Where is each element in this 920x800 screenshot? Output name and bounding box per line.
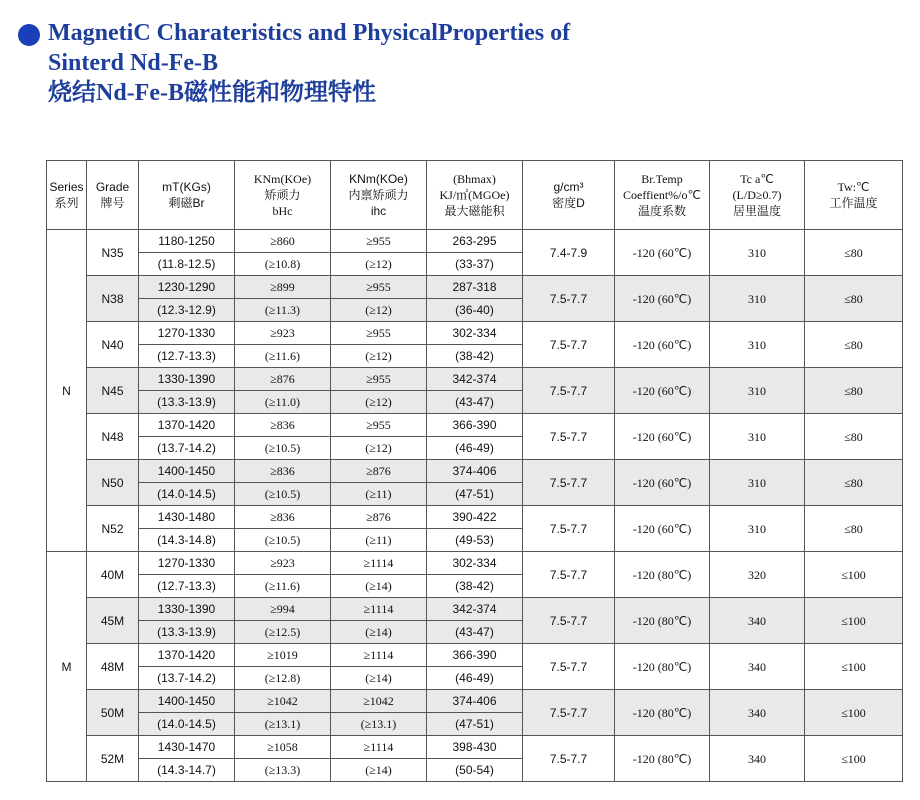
grade-cell: 45M — [87, 598, 139, 644]
br-cell: (13.7-14.2) — [139, 667, 235, 690]
ihc-cell: (≥12) — [331, 437, 427, 460]
title-block — [18, 18, 570, 108]
bhmax-cell: (46-49) — [427, 437, 523, 460]
ihc-cell: (≥11) — [331, 529, 427, 552]
br-cell: 1270-1330 — [139, 322, 235, 345]
curie-temp-cell: 310 — [710, 322, 805, 368]
table-row — [47, 690, 903, 713]
header-curie-temp: Tc a℃ (L/D≥0.7) 居里温度 — [710, 161, 805, 230]
br-cell: (14.3-14.8) — [139, 529, 235, 552]
bhmax-cell: 374-406 — [427, 690, 523, 713]
header-series: Series 系列 — [47, 161, 87, 230]
ihc-cell: (≥12) — [331, 299, 427, 322]
grade-cell: N52 — [87, 506, 139, 552]
bhmax-cell: (50-54) — [427, 759, 523, 782]
header-row — [47, 161, 903, 230]
title-line-3: 烧结Nd-Fe-B磁性能和物理特性 — [48, 80, 376, 106]
curie-temp-cell: 340 — [710, 644, 805, 690]
ihc-cell: (≥12) — [331, 345, 427, 368]
br-cell: 1180-1250 — [139, 230, 235, 253]
bhc-cell: ≥923 — [235, 322, 331, 345]
grade-cell: N35 — [87, 230, 139, 276]
bhc-cell: ≥994 — [235, 598, 331, 621]
grade-cell: N38 — [87, 276, 139, 322]
density-cell: 7.5-7.7 — [523, 598, 615, 644]
temp-coef-cell: -120 (80℃) — [615, 598, 710, 644]
ihc-cell: ≥1114 — [331, 552, 427, 575]
grade-cell: 48M — [87, 644, 139, 690]
table-row — [47, 460, 903, 483]
br-cell: (13.3-13.9) — [139, 621, 235, 644]
bhc-cell: (≥11.6) — [235, 575, 331, 598]
ihc-cell: ≥955 — [331, 276, 427, 299]
table-row — [47, 276, 903, 299]
temp-coef-cell: -120 (80℃) — [615, 690, 710, 736]
bhmax-cell: (38-42) — [427, 345, 523, 368]
header-br: mT(KGs) 剩磁Br — [139, 161, 235, 230]
table-row — [47, 736, 903, 759]
header-work-temp: Tw:℃ 工作温度 — [805, 161, 903, 230]
bhmax-cell: 302-334 — [427, 552, 523, 575]
bhmax-cell: (43-47) — [427, 621, 523, 644]
curie-temp-cell: 310 — [710, 460, 805, 506]
br-cell: (14.0-14.5) — [139, 713, 235, 736]
bhc-cell: ≥836 — [235, 506, 331, 529]
bhmax-cell: (47-51) — [427, 713, 523, 736]
ihc-cell: ≥1114 — [331, 736, 427, 759]
table-row — [47, 552, 903, 575]
ihc-cell: ≥955 — [331, 368, 427, 391]
density-cell: 7.5-7.7 — [523, 690, 615, 736]
br-cell: 1430-1480 — [139, 506, 235, 529]
work-temp-cell: ≤100 — [805, 644, 903, 690]
bhmax-cell: (47-51) — [427, 483, 523, 506]
work-temp-cell: ≤80 — [805, 506, 903, 552]
bhmax-cell: 390-422 — [427, 506, 523, 529]
br-cell: (12.7-13.3) — [139, 575, 235, 598]
bhmax-cell: 342-374 — [427, 368, 523, 391]
bhmax-cell: 398-430 — [427, 736, 523, 759]
density-cell: 7.5-7.7 — [523, 644, 615, 690]
table-row — [47, 598, 903, 621]
density-cell: 7.4-7.9 — [523, 230, 615, 276]
ihc-cell: (≥14) — [331, 621, 427, 644]
series-cell: N — [47, 230, 87, 552]
ihc-cell: (≥12) — [331, 253, 427, 276]
temp-coef-cell: -120 (80℃) — [615, 644, 710, 690]
bhmax-cell: 366-390 — [427, 414, 523, 437]
bhc-cell: ≥1058 — [235, 736, 331, 759]
header-grade: Grade 牌号 — [87, 161, 139, 230]
header-ihc: KNm(KOe) 内禀矫顽力 ihc — [331, 161, 427, 230]
temp-coef-cell: -120 (60℃) — [615, 414, 710, 460]
ihc-cell: ≥876 — [331, 460, 427, 483]
work-temp-cell: ≤80 — [805, 414, 903, 460]
density-cell: 7.5-7.7 — [523, 736, 615, 782]
bhc-cell: ≥836 — [235, 460, 331, 483]
grade-cell: N45 — [87, 368, 139, 414]
br-cell: (13.3-13.9) — [139, 391, 235, 414]
bhc-cell: ≥923 — [235, 552, 331, 575]
bhc-cell: (≥11.3) — [235, 299, 331, 322]
temp-coef-cell: -120 (80℃) — [615, 552, 710, 598]
curie-temp-cell: 310 — [710, 414, 805, 460]
ihc-cell: ≥955 — [331, 230, 427, 253]
table-row — [47, 368, 903, 391]
bhmax-cell: 342-374 — [427, 598, 523, 621]
br-cell: 1400-1450 — [139, 690, 235, 713]
br-cell: (14.3-14.7) — [139, 759, 235, 782]
bhc-cell: (≥13.1) — [235, 713, 331, 736]
bhmax-cell: 366-390 — [427, 644, 523, 667]
bhmax-cell: 263-295 — [427, 230, 523, 253]
ihc-cell: (≥14) — [331, 575, 427, 598]
bhc-cell: (≥10.5) — [235, 529, 331, 552]
table-row — [47, 230, 903, 253]
table-row — [47, 506, 903, 529]
bhmax-cell: (46-49) — [427, 667, 523, 690]
bhmax-cell: 302-334 — [427, 322, 523, 345]
header-temp-coef: Br.Temp Coeffient%/o℃ 温度系数 — [615, 161, 710, 230]
curie-temp-cell: 310 — [710, 368, 805, 414]
header-bhc: KNm(KOe) 矫顽力 bHc — [235, 161, 331, 230]
ihc-cell: ≥955 — [331, 414, 427, 437]
bhc-cell: (≥10.5) — [235, 483, 331, 506]
title-line-1: MagnetiC Charateristics and PhysicalProperties of — [48, 20, 571, 46]
ihc-cell: (≥13.1) — [331, 713, 427, 736]
bhmax-cell: 374-406 — [427, 460, 523, 483]
ihc-cell: ≥1114 — [331, 644, 427, 667]
bhc-cell: ≥876 — [235, 368, 331, 391]
temp-coef-cell: -120 (60℃) — [615, 506, 710, 552]
header-bhmax: (Bhmax) KJ/㎡(MGOe) 最大磁能积 — [427, 161, 523, 230]
table-row — [47, 322, 903, 345]
grade-cell: N48 — [87, 414, 139, 460]
work-temp-cell: ≤80 — [805, 368, 903, 414]
curie-temp-cell: 340 — [710, 736, 805, 782]
ihc-cell: (≥14) — [331, 667, 427, 690]
density-cell: 7.5-7.7 — [523, 368, 615, 414]
table-row — [47, 414, 903, 437]
curie-temp-cell: 310 — [710, 276, 805, 322]
br-cell: 1400-1450 — [139, 460, 235, 483]
bhmax-cell: (49-53) — [427, 529, 523, 552]
grade-cell: 52M — [87, 736, 139, 782]
bhc-cell: ≥836 — [235, 414, 331, 437]
br-cell: 1330-1390 — [139, 598, 235, 621]
temp-coef-cell: -120 (60℃) — [615, 230, 710, 276]
bhmax-cell: (33-37) — [427, 253, 523, 276]
bhc-cell: ≥899 — [235, 276, 331, 299]
density-cell: 7.5-7.7 — [523, 414, 615, 460]
ihc-cell: ≥1114 — [331, 598, 427, 621]
bhc-cell: (≥10.8) — [235, 253, 331, 276]
bhc-cell: ≥1042 — [235, 690, 331, 713]
br-cell: 1430-1470 — [139, 736, 235, 759]
series-cell: M — [47, 552, 87, 782]
br-cell: 1270-1330 — [139, 552, 235, 575]
density-cell: 7.5-7.7 — [523, 552, 615, 598]
bhc-cell: ≥1019 — [235, 644, 331, 667]
header-density: g/cm³ 密度D — [523, 161, 615, 230]
grade-cell: N50 — [87, 460, 139, 506]
bhc-cell: (≥11.6) — [235, 345, 331, 368]
properties-table — [46, 160, 903, 782]
bhc-cell: (≥10.5) — [235, 437, 331, 460]
work-temp-cell: ≤100 — [805, 552, 903, 598]
ihc-cell: ≥955 — [331, 322, 427, 345]
work-temp-cell: ≤100 — [805, 736, 903, 782]
ihc-cell: (≥14) — [331, 759, 427, 782]
temp-coef-cell: -120 (60℃) — [615, 368, 710, 414]
work-temp-cell: ≤80 — [805, 276, 903, 322]
bhc-cell: (≥13.3) — [235, 759, 331, 782]
ihc-cell: ≥1042 — [331, 690, 427, 713]
temp-coef-cell: -120 (60℃) — [615, 322, 710, 368]
curie-temp-cell: 340 — [710, 690, 805, 736]
curie-temp-cell: 320 — [710, 552, 805, 598]
bhmax-cell: (38-42) — [427, 575, 523, 598]
curie-temp-cell: 310 — [710, 506, 805, 552]
bhmax-cell: 287-318 — [427, 276, 523, 299]
ihc-cell: (≥11) — [331, 483, 427, 506]
density-cell: 7.5-7.7 — [523, 322, 615, 368]
bhmax-cell: (36-40) — [427, 299, 523, 322]
ihc-cell: ≥876 — [331, 506, 427, 529]
bhmax-cell: (43-47) — [427, 391, 523, 414]
title-line-2: Sinterd Nd-Fe-B — [48, 50, 218, 76]
bhc-cell: ≥860 — [235, 230, 331, 253]
br-cell: 1230-1290 — [139, 276, 235, 299]
br-cell: 1330-1390 — [139, 368, 235, 391]
ihc-cell: (≥12) — [331, 391, 427, 414]
table-row — [47, 644, 903, 667]
br-cell: (13.7-14.2) — [139, 437, 235, 460]
temp-coef-cell: -120 (60℃) — [615, 460, 710, 506]
grade-cell: 40M — [87, 552, 139, 598]
bullet-icon — [18, 24, 40, 46]
br-cell: 1370-1420 — [139, 414, 235, 437]
grade-cell: N40 — [87, 322, 139, 368]
bhc-cell: (≥12.8) — [235, 667, 331, 690]
curie-temp-cell: 310 — [710, 230, 805, 276]
density-cell: 7.5-7.7 — [523, 460, 615, 506]
bhc-cell: (≥12.5) — [235, 621, 331, 644]
bhc-cell: (≥11.0) — [235, 391, 331, 414]
work-temp-cell: ≤80 — [805, 322, 903, 368]
br-cell: (14.0-14.5) — [139, 483, 235, 506]
br-cell: 1370-1420 — [139, 644, 235, 667]
br-cell: (12.7-13.3) — [139, 345, 235, 368]
density-cell: 7.5-7.7 — [523, 506, 615, 552]
work-temp-cell: ≤100 — [805, 690, 903, 736]
br-cell: (11.8-12.5) — [139, 253, 235, 276]
work-temp-cell: ≤80 — [805, 460, 903, 506]
temp-coef-cell: -120 (80℃) — [615, 736, 710, 782]
br-cell: (12.3-12.9) — [139, 299, 235, 322]
work-temp-cell: ≤80 — [805, 230, 903, 276]
temp-coef-cell: -120 (60℃) — [615, 276, 710, 322]
curie-temp-cell: 340 — [710, 598, 805, 644]
density-cell: 7.5-7.7 — [523, 276, 615, 322]
grade-cell: 50M — [87, 690, 139, 736]
work-temp-cell: ≤100 — [805, 598, 903, 644]
